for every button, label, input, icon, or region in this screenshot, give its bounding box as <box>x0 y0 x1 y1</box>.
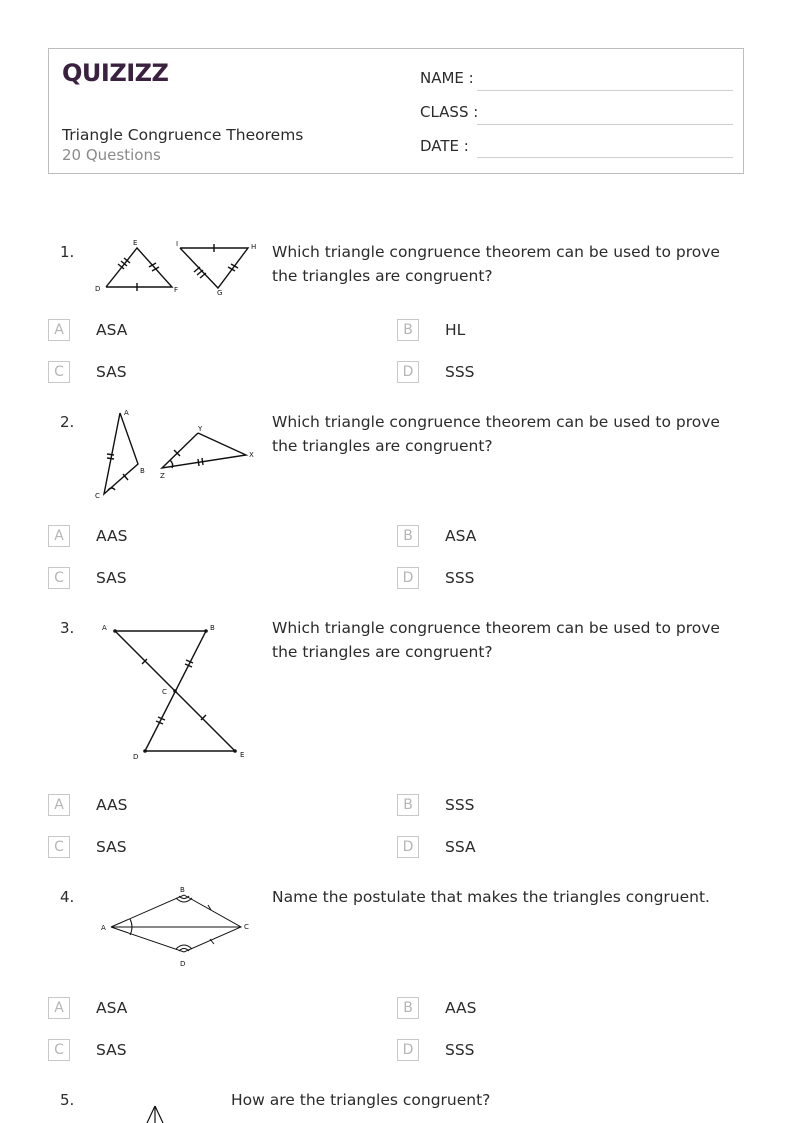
worksheet-title: Triangle Congruence Theorems <box>62 126 304 144</box>
option-a-text[interactable]: ASA <box>96 999 128 1017</box>
option-c-box[interactable]: C <box>48 361 70 383</box>
question-2-figure <box>90 404 262 504</box>
fig-label: E <box>133 239 138 247</box>
question-number: 1. <box>60 243 75 261</box>
option-c-text[interactable]: SAS <box>96 1041 127 1059</box>
question-text: Which triangle congruence theorem can be used to prove the triangles are congruent? <box>272 243 720 285</box>
option-d-box[interactable]: D <box>397 361 419 383</box>
question-text: Which triangle congruence theorem can be used to prove the triangles are congruent? <box>272 619 720 661</box>
fig-label: D <box>95 285 101 293</box>
fig-label: A <box>124 409 129 417</box>
date-label: DATE : <box>420 137 469 155</box>
fig-label: C <box>95 492 100 500</box>
option-b-box[interactable]: B <box>397 997 419 1019</box>
fig-label: I <box>176 240 179 248</box>
option-d-box[interactable]: D <box>397 1039 419 1061</box>
option-c-text[interactable]: SAS <box>96 569 127 587</box>
option-b-text[interactable]: AAS <box>445 999 477 1017</box>
option-a-box[interactable]: A <box>48 525 70 547</box>
option-b-text[interactable]: ASA <box>445 527 477 545</box>
date-line[interactable] <box>477 157 733 158</box>
option-a-box[interactable]: A <box>48 794 70 816</box>
fig-label: E <box>240 751 245 759</box>
fig-label: B <box>210 624 215 632</box>
option-c-text[interactable]: SAS <box>96 363 127 381</box>
class-label: CLASS : <box>420 103 479 121</box>
option-b-box[interactable]: B <box>397 794 419 816</box>
fig-label: A <box>101 924 106 932</box>
question-3-figure <box>96 618 256 766</box>
fig-label: C <box>162 688 167 696</box>
option-a-text[interactable]: AAS <box>96 796 128 814</box>
fig-label: D <box>180 960 186 968</box>
worksheet-question-count: 20 Questions <box>62 146 161 164</box>
option-c-box[interactable]: C <box>48 567 70 589</box>
option-a-box[interactable]: A <box>48 319 70 341</box>
fig-label: D <box>133 753 139 761</box>
fig-label: B <box>180 886 185 894</box>
fig-label: F <box>174 286 179 294</box>
option-b-text[interactable]: HL <box>445 321 466 339</box>
name-line[interactable] <box>477 90 733 91</box>
question-5-figure <box>140 1104 170 1123</box>
question-text: How are the triangles congruent? <box>231 1091 491 1109</box>
question-text: Which triangle congruence theorem can be used to prove the triangles are congruent? <box>272 413 720 455</box>
worksheet-header <box>48 48 744 174</box>
fig-label: B <box>140 467 145 475</box>
class-line[interactable] <box>477 124 733 125</box>
fig-label: A <box>102 624 107 632</box>
option-c-box[interactable]: C <box>48 1039 70 1061</box>
option-c-box[interactable]: C <box>48 836 70 858</box>
question-1-figure <box>90 236 262 298</box>
question-number: 5. <box>60 1091 75 1109</box>
fig-label: C <box>244 923 249 931</box>
question-4-figure <box>96 882 256 972</box>
option-a-text[interactable]: ASA <box>96 321 128 339</box>
fig-label: G <box>217 289 223 297</box>
option-d-text[interactable]: SSS <box>445 569 475 587</box>
question-number: 2. <box>60 413 75 431</box>
option-b-text[interactable]: SSS <box>445 796 475 814</box>
question-number: 4. <box>60 888 75 906</box>
fig-label: X <box>249 451 254 459</box>
option-b-box[interactable]: B <box>397 525 419 547</box>
fig-label: Y <box>198 425 203 433</box>
option-b-box[interactable]: B <box>397 319 419 341</box>
quizizz-logo: QUIZIZZ <box>62 59 169 87</box>
option-a-box[interactable]: A <box>48 997 70 1019</box>
name-label: NAME : <box>420 69 474 87</box>
option-d-box[interactable]: D <box>397 567 419 589</box>
option-d-text[interactable]: SSS <box>445 363 475 381</box>
question-number: 3. <box>60 619 75 637</box>
fig-label: Z <box>160 472 165 480</box>
option-c-text[interactable]: SAS <box>96 838 127 856</box>
question-text: Name the postulate that makes the triangles congruent. <box>272 888 710 906</box>
option-d-text[interactable]: SSA <box>445 838 476 856</box>
option-d-text[interactable]: SSS <box>445 1041 475 1059</box>
option-d-box[interactable]: D <box>397 836 419 858</box>
option-a-text[interactable]: AAS <box>96 527 128 545</box>
fig-label: H <box>251 243 257 251</box>
